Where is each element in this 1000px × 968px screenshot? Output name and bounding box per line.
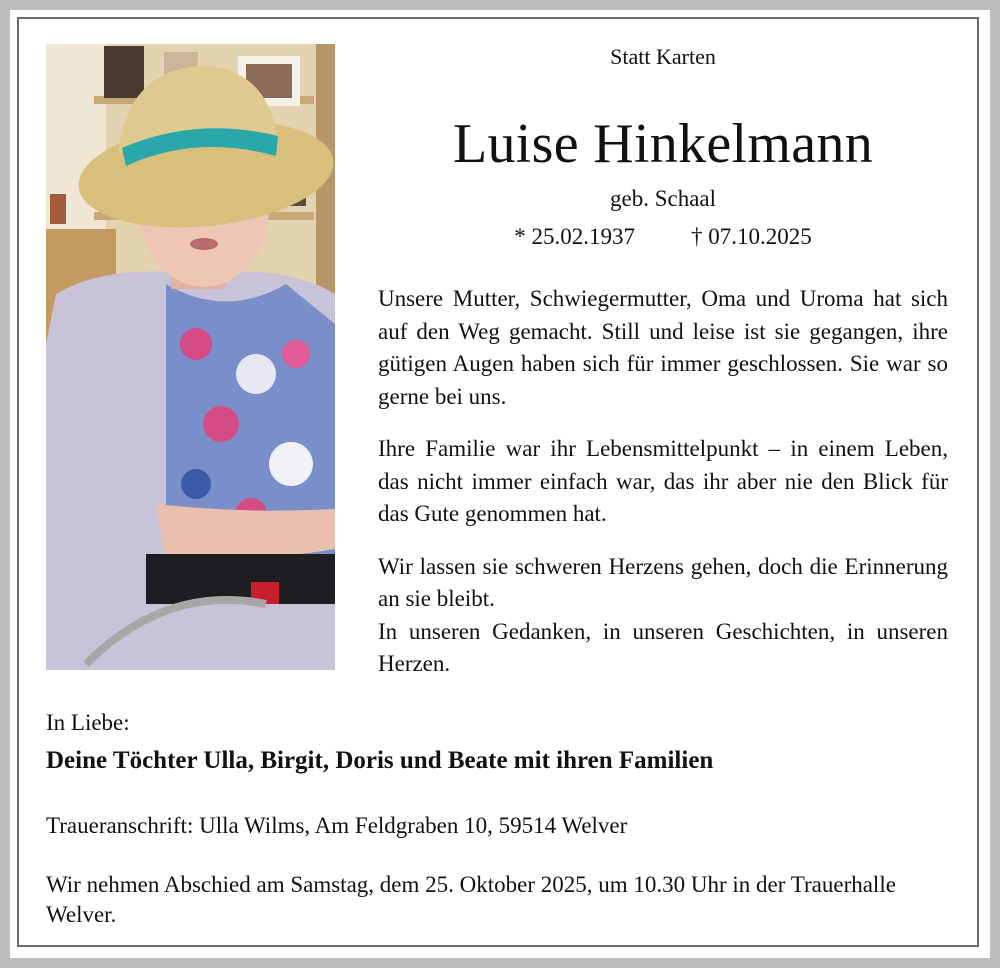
paragraph-3b: In unseren Gedanken, in unseren Geschichten, in unseren Herzen.: [378, 618, 948, 676]
birth-name: geb. Schaal: [609, 186, 716, 211]
birth-date: * 25.02.1937: [514, 224, 635, 249]
life-dates: [378, 222, 948, 252]
pre-title: Statt Karten: [610, 44, 716, 69]
deceased-name: Luise Hinkelmann: [452, 113, 874, 175]
portrait-photo: [46, 44, 335, 670]
signers: Deine Töchter Ulla, Birgit, Doris und Beate mit ihren Familien: [46, 747, 714, 774]
header-block: [378, 40, 948, 252]
paragraph-3a: Wir lassen sie schweren Herzens gehen, doch die Erinnerung an sie bleibt.: [378, 553, 948, 611]
obituary-text: [378, 283, 948, 681]
paragraph-2: Ihre Familie war ihr Lebensmittelpunkt – in einem Leben, das nicht immer einfach war, das ihr aber nie den Blick für das Gute genommen hat.: [378, 436, 948, 526]
paragraph-1: Unsere Mutter, Schwiegermutter, Oma und Uroma hat sich auf den Weg gemacht. Still und leise ist sie gegangen, ihre gütigen Augen haben sich für immer geschlossen. Sie war so gerne bei uns.: [378, 286, 948, 409]
in-love-label: In Liebe:: [46, 710, 130, 735]
mourning-address: Traueranschrift: Ulla Wilms, Am Feldgraben 10, 59514 Welver: [46, 813, 628, 838]
farewell-info: Wir nehmen Abschied am Samstag, dem 25. Oktober 2025, um 10.30 Uhr in der Trauerhalle Welver.: [46, 872, 896, 927]
death-date: † 07.10.2025: [691, 224, 812, 249]
